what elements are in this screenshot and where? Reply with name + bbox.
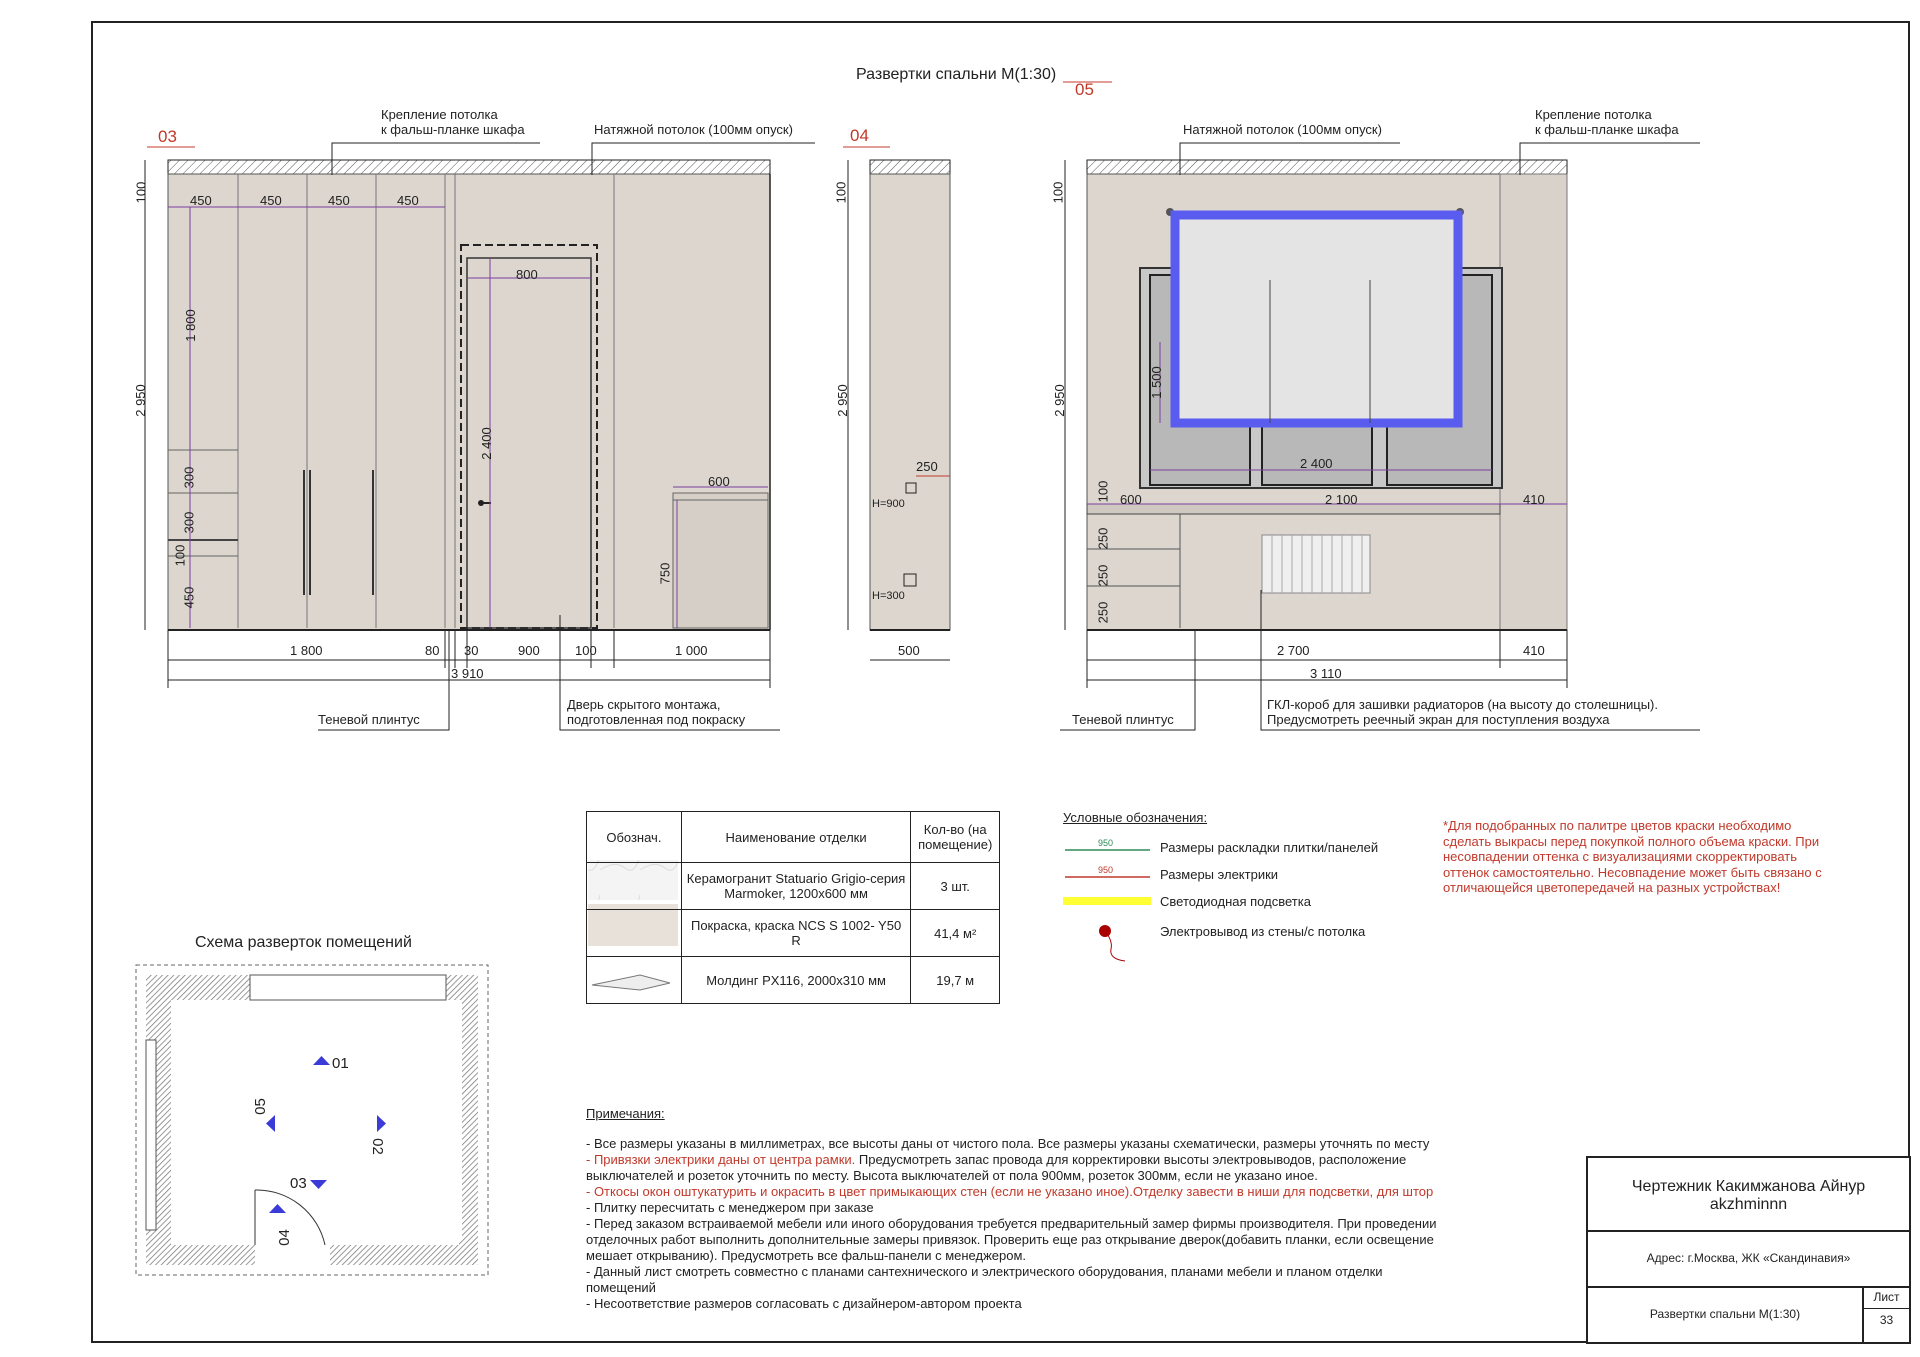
dim05-250-1: 250: [1095, 527, 1111, 550]
table-row: [587, 910, 1000, 957]
view-tag-05: 05: [1075, 80, 1094, 99]
legend-title: Условные обозначения:: [1063, 810, 1208, 825]
dim-shelf-300-2: 300: [181, 511, 197, 534]
view-tag-04: 04: [850, 126, 869, 145]
dim-3910: 3 910: [451, 666, 484, 681]
legend-item: Электровывод из стены/с потолка: [1160, 924, 1366, 939]
title-block-sheetname-cell: [1588, 1288, 1864, 1342]
dim-2400-v: 2 400: [478, 427, 494, 460]
dim05-100b: 100: [1095, 480, 1111, 503]
callout-shadow-plinth-1: Теневой плинтус: [318, 712, 420, 727]
elevation-04: [843, 147, 950, 660]
title-block-sheet-no-cell: [1864, 1288, 1909, 1342]
dim04-h300: H=300: [872, 590, 905, 602]
dim04-250: 250: [916, 459, 938, 474]
legend-item: Размеры раскладки плитки/панелей: [1160, 840, 1379, 855]
note-line: помещений: [586, 1280, 656, 1295]
table-header: Наименование отделки: [681, 812, 911, 863]
dim05-410: 410: [1523, 492, 1545, 507]
note-line: отделочных работ выполнить дополнительные замеры привязок. Проверить еще раз открывание дверок(добавить планки, если освещение: [586, 1232, 1434, 1247]
elevation-05: [1060, 82, 1700, 730]
sheet-name: Развертки спальни М(1:30): [1649, 1307, 1801, 1321]
dim05-3110: 3 110: [1310, 666, 1342, 681]
dim05-2100: 2 100: [1325, 492, 1358, 507]
table-cell: 3 шт.: [911, 863, 1000, 910]
author-login: akzhminnn: [1709, 1196, 1788, 1213]
note-line: - Все размеры указаны в миллиметрах, все высоты даны от чистого пола. Все размеры указаны схематически, размеры уточнять по месту: [586, 1136, 1430, 1151]
finish-table: [586, 811, 1000, 1004]
dim-100-v: 100: [133, 181, 149, 204]
dim-100-h: 100: [575, 643, 597, 658]
dim-600: 600: [708, 474, 730, 489]
table-header: Кол-во (на помещение): [911, 812, 1000, 863]
table-cell: Покраска, краска NCS S 1002- Y50 R: [681, 910, 911, 957]
table-row: [587, 863, 1000, 910]
note-line-red: - Привязки электрики даны от центра рамки.: [586, 1152, 856, 1167]
note-line: - Данный лист смотреть совместно с планами сантехнического и электрического оборудования, планами мебели и планом отделки: [586, 1264, 1383, 1279]
legend-item: Светодиодная подсветка: [1160, 894, 1311, 909]
table-row: [587, 957, 1000, 1004]
legend-tile-num: 950: [1098, 838, 1114, 848]
view-tag-03: 03: [158, 127, 177, 146]
scheme-marker-05: 05: [251, 1098, 269, 1115]
dim-30: 30: [464, 643, 479, 658]
dim05-410b: 410: [1523, 643, 1545, 658]
dim-1800-h: 1 800: [290, 643, 323, 658]
callout-ceiling-fix-1: Крепление потолка: [381, 107, 498, 122]
scheme-marker-03: 03: [290, 1175, 307, 1192]
dim05-2400: 2 400: [1300, 456, 1333, 471]
dim-shelf-100: 100: [172, 544, 188, 567]
callout-stretch-ceiling-1: Натяжной потолок (100мм опуск): [594, 122, 793, 137]
swatch-cell: [587, 863, 682, 910]
dim-450-2: 450: [260, 193, 282, 208]
note-line: выключателей и розеток уточнить по месту. Высота выключателей от пола 900мм, розеток 300мм, если не указано иное.: [586, 1168, 1318, 1183]
dim05-100: 100: [1050, 181, 1066, 204]
callout-gkl-box-b: Предусмотреть реечный экран для поступления воздуха: [1267, 712, 1610, 727]
callout-stretch-ceiling-2: Натяжной потолок (100мм опуск): [1183, 122, 1382, 137]
dim-shelf-450: 450: [181, 586, 197, 609]
table-cell: 41,4 м²: [911, 910, 1000, 957]
dim-450-3: 450: [328, 193, 350, 208]
legend-el-num: 950: [1098, 865, 1114, 875]
scheme-title: Схема разверток помещений: [195, 934, 412, 951]
table-cell: Молдинг PX116, 2000x310 мм: [681, 957, 911, 1004]
note-line: - Несоответствие размеров согласовать с дизайнером-автором проекта: [586, 1296, 1022, 1311]
dim-1000: 1 000: [675, 643, 708, 658]
title-block: [1586, 1156, 1911, 1344]
dim05-2700: 2 700: [1277, 643, 1310, 658]
table-cell: 19,7 м: [911, 957, 1000, 1004]
title-block-address-cell: [1588, 1232, 1909, 1288]
dim-80: 80: [425, 643, 440, 658]
sheet-number: 33: [1879, 1313, 1894, 1327]
table-header: Обознач.: [587, 812, 682, 863]
dim-450-4: 450: [397, 193, 419, 208]
dim-450-1: 450: [190, 193, 212, 208]
dim05-250-3: 250: [1095, 601, 1111, 624]
dim05-250-2: 250: [1095, 564, 1111, 587]
dim-1800-v: 1 800: [182, 309, 198, 342]
dim05-2950: 2 950: [1051, 384, 1067, 417]
notes-block: [586, 1106, 1576, 1312]
swatch-cell: [587, 910, 682, 957]
dim-900: 900: [518, 643, 540, 658]
note-line: - Плитку пересчитать с менеджером при заказе: [586, 1200, 874, 1215]
callout-hidden-door-a: Дверь скрытого монтажа,: [567, 697, 721, 712]
notes-title: Примечания:: [586, 1106, 665, 1121]
callout-ceiling-fix-2: Крепление потолка: [1535, 107, 1652, 122]
dim04-2950: 2 950: [834, 384, 850, 417]
scheme-marker-01: 01: [332, 1055, 349, 1072]
dim05-600: 600: [1120, 492, 1142, 507]
scheme-marker-04: 04: [275, 1229, 293, 1246]
callout-gkl-box-a: ГКЛ-короб для зашивки радиаторов (на высоту до столешницы).: [1267, 697, 1658, 712]
dim-shelf-300-1: 300: [181, 466, 197, 489]
legend-item: Размеры электрики: [1160, 867, 1279, 882]
page-title: Развертки спальни М(1:30): [856, 66, 1057, 83]
dim04-500: 500: [898, 643, 920, 658]
dim04-100: 100: [833, 181, 849, 204]
note-line: мешает открыванию). Предусмотреть все фальш-панели с менеджером.: [586, 1248, 1027, 1263]
dim-800: 800: [516, 267, 538, 282]
scheme-marker-02: 02: [368, 1138, 386, 1155]
title-block-author-cell: [1588, 1158, 1909, 1232]
author-name: Чертежник Какимжанова Айнур: [1631, 1178, 1866, 1195]
note-line: [586, 1152, 1576, 1168]
note-line-rest: Предусмотреть запас провода для корректировки высоты электровыводов, расположение: [855, 1152, 1407, 1167]
note-line: - Перед заказом встраиваемой мебели или иного оборудования требуется предварительный замер фирмы производителя. При проведении: [586, 1216, 1437, 1231]
room-scheme: [136, 965, 488, 1275]
dim-2950-v: 2 950: [132, 384, 148, 417]
callout-ceiling-fix-2b: к фальш-планке шкафа: [1535, 122, 1679, 137]
swatch-cell: [587, 957, 682, 1004]
callout-hidden-door-b: подготовленная под покраску: [567, 712, 746, 727]
dim-750-v: 750: [657, 562, 673, 585]
sheet-label: Лист: [1873, 1290, 1900, 1304]
dim05-1500: 1 500: [1148, 366, 1164, 399]
callout-ceiling-fix-1b: к фальш-планке шкафа: [381, 122, 525, 137]
table-cell: Керамогранит Statuario Grigio-серия Marmoker, 1200x600 мм: [681, 863, 911, 910]
note-line: - Откосы окон оштукатурить и окрасить в цвет примыкающих стен (если не указано иное).Отделку завести в ниши для подсветки, для штор: [586, 1184, 1434, 1199]
callout-shadow-plinth-2: Теневой плинтус: [1072, 712, 1174, 727]
address: Адрес: г.Москва, ЖК «Скандинавия»: [1646, 1251, 1851, 1265]
dim04-h900: H=900: [872, 498, 905, 510]
color-note: *Для подобранных по палитре цветов краски необходимо сделать выкрасы перед покупкой полного объема краски. При несовпадении оттенка с визуализациями скорректировать оттенок самостоятельно. Несовпадение может быть связано с отличающейся цветопередачей на разных устройствах!: [1443, 818, 1822, 895]
